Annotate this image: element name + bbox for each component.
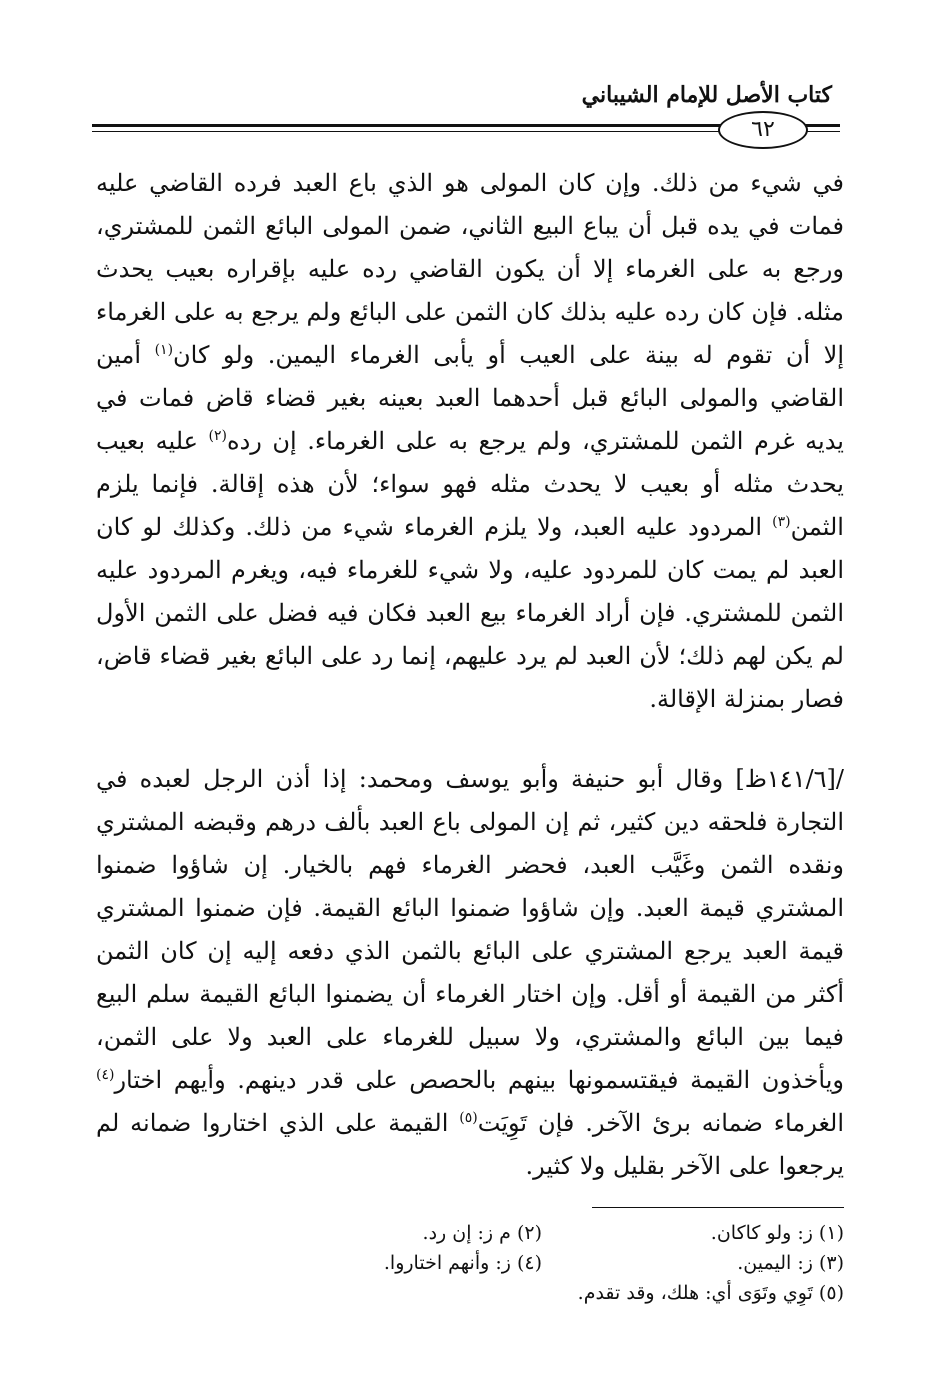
footnote-rule	[592, 1207, 844, 1208]
paragraph-1	[96, 162, 844, 721]
paragraph-1-text-b: أمين القاضي والمولى البائع قبل أحدهما العبد بعينه بغير قضاء قاض فمات في يديه غرم الثمن للمشتري، ولم يرجع به على الغرماء. إن رده	[96, 341, 844, 455]
footnote-ref-3: (٣)	[772, 514, 791, 530]
paragraph-1-text-c: عليه بعيب يحدث مثله أو بعيب لا يحدث مثله فهو سواء؛ لأن هذه إقالة. فإنما يلزم الثمن	[96, 427, 844, 541]
footnote-ref-5: (٥)	[459, 1110, 478, 1126]
footnote-ref-2: (٢)	[208, 428, 227, 444]
footnote-row	[240, 1222, 844, 1252]
paragraph-2-text-b: الغرماء ضمانه برئ الآخر. فإن تَوِيَت	[477, 1109, 845, 1137]
paragraph-2	[96, 758, 844, 1188]
footnote-2: (٢) م ز: إن رد.	[422, 1222, 542, 1244]
page-number: ٦٢	[718, 111, 808, 149]
paragraph-1-text-d: المردود عليه العبد، ولا يلزم الغرماء شيء من ذلك. وكذلك لو كان العبد لم يمت كان للمردود عليه، ولا شيء للغرماء فيه، ويغرم المردود عليه الثمن للمشتري. فإن أراد الغرماء بيع العبد فكان فيه فضل على الثمن الأول لم يكن لهم ذلك؛ لأن العبد لم يرد عليهم، إنما رد على البائع بغير قضاء قاض، فصار بمنزلة الإقالة.	[96, 513, 844, 713]
paragraph-1-text: في شيء من ذلك. وإن كان المولى هو الذي باع العبد فرده القاضي عليه فمات في يده قبل أن يباع البيع الثاني، ضمن المولى البائع الثمن للمشتري، ورجع به على الغرماء إلا أن يكون القاضي رده عليه بإقراره بعيب يحدث مثله. فإن كان رده عليه بذلك كان الثمن على البائع ولم يرجع به على الغرماء إلا أن تقوم له بينة على العيب أو يأبى الغرماء اليمين. ولو كان	[96, 169, 844, 369]
footnote-3: (٣) ز: اليمين.	[737, 1252, 844, 1274]
footnote-row	[240, 1252, 844, 1282]
paragraph-2-text-c: القيمة على الذي اختاروا ضمانه لم يرجعوا على الآخر بقليل ولا كثير.	[96, 1109, 844, 1180]
footnote-1: (١) ز: ولو كاكان.	[710, 1222, 844, 1244]
footnotes	[240, 1222, 844, 1312]
footnote-ref-4: (٤)	[96, 1067, 115, 1083]
footnote-5: (٥) تَوِي وتَوَى أي: هلك، وقد تقدم.	[577, 1282, 844, 1304]
paragraph-2-text: /[١٤١/٦ظ] وقال أبو حنيفة وأبو يوسف ومحمد: إذا أذن الرجل لعبده في التجارة فلحقه دين كثير، ثم إن المولى باع العبد بألف درهم وقبضه المشتري ونقده الثمن وغَيَّب العبد، فحضر الغرماء فهم بالخيار. إن شاؤوا ضمنوا المشتري قيمة العبد. وإن شاؤوا ضمنوا البائع القيمة. فإن ضمنوا المشتري قيمة العبد يرجع المشتري على البائع بالثمن الذي دفعه إليه إن كان الثمن أكثر من القيمة أو أقل. وإن اختار الغرماء أن يضمنوا البائع القيمة سلم البيع فيما بين البائع والمشتري، ولا سبيل للغرماء على العبد ولا على الثمن، ويأخذون القيمة فيقتسمونها بينهم بالحصص على قدر دينهم. وأيهم اختار	[96, 765, 844, 1094]
footnote-row	[240, 1282, 844, 1312]
footnote-4: (٤) ز: وأنهم اختاروا.	[383, 1252, 542, 1274]
running-title: كتاب الأصل للإمام الشيباني	[581, 82, 832, 108]
footnote-ref-1: (١)	[154, 342, 174, 358]
